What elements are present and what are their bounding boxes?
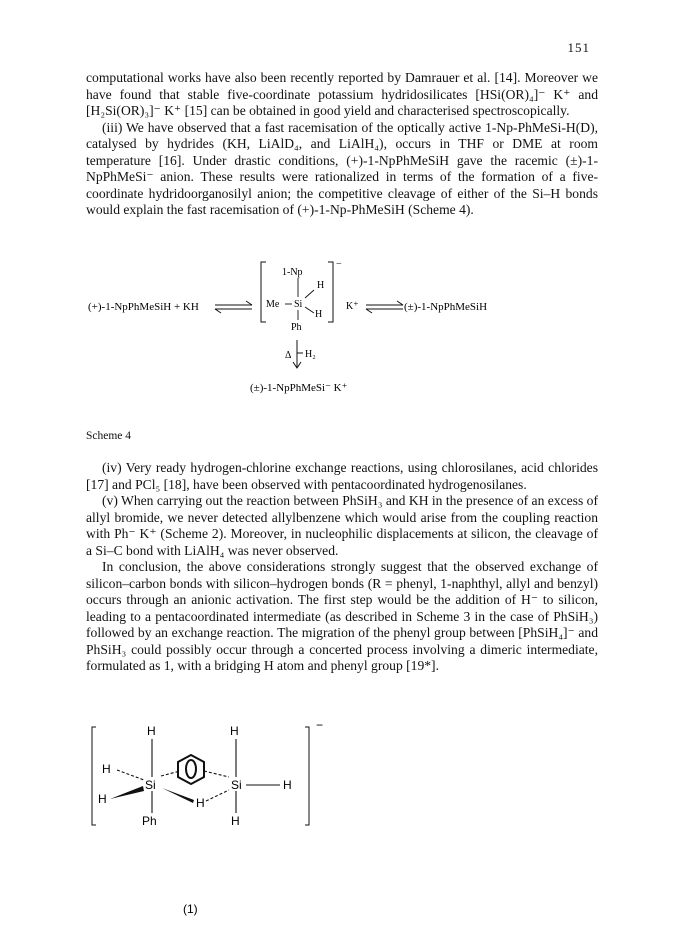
h-top-left: H [147,724,156,738]
intermediate-h-lower: H [315,309,323,320]
structure-charge: − [316,718,324,732]
hydrogen-loss: H₂ [305,349,316,360]
paragraph: computational works have also been recently reported by Damrauer et al. [14]. Moreover we have found that stable five-coordinate potassium hydridosilicates [HSi(OR)₄]⁻ K⁺ and [H₂Si(OR)₃]⁻ K⁺ [15] can be obtained in good yield and characterised spectroscopically. [86,70,598,118]
bracket-left [261,262,266,322]
paragraph: (iii) We have observed that a fast racemisation of the optically active 1-Np-PhMeSi-H(D), catalysed by hydrides (KH, LiAlD₄, and LiAlH₄), occurs in THF or DME at room temperature [16]. Under drastic conditions, (+)-1-NpPhMeSiH gave the racemic (±)-1-NpPhMeSi⁻ anion. These results were rationalized in terms of the formation of a five-coordinate hydridoorganosilyl anion; the competitive cleavage of either of the Si–H bonds would explain the fast racemisation of (+)-1-Np-PhMeSiH (Scheme 4). [86,119,598,217]
h-bridge: H [196,796,205,810]
si-left: Si [145,778,156,792]
ph-substituent: Ph [142,814,157,828]
scheme-caption: Scheme 4 [86,430,132,442]
intermediate-bottom: Ph [291,322,302,333]
intermediate-h-upper: H [317,280,325,291]
structure-bracket-left [92,727,96,825]
down-arrow [293,340,303,368]
si-right: Si [231,778,242,792]
counterion: K⁺ [346,301,359,312]
h-left-lower: H [98,792,107,806]
structure-bracket-right [305,727,309,825]
h-top-right: H [230,724,239,738]
body-text-bottom [86,460,598,675]
page-number: 151 [567,40,590,55]
wedge-bond-left [110,786,144,799]
paragraph: (v) When carrying out the reaction between PhSiH₃ and KH in the presence of an excess of allyl bromide, we never detected allylbenzene which would arise from the coupling reaction with Ph⁻ K⁺ (Scheme 2). Moreover, in nucleophilic displacements at silicon, the cleavage of a Si–C bond with LiAlH₄ was never observed. [86,493,598,558]
structure-label: (1) [183,902,198,916]
intermediate-left: Me [266,299,280,310]
body-text-top [86,70,598,219]
down-product: (±)-1-NpPhMeSi⁻ K⁺ [250,382,348,394]
equilibrium-arrow-right [366,301,403,313]
heat-symbol: Δ [285,350,292,361]
intermediate-top: 1-Np [282,267,303,278]
bracket-right [328,262,333,322]
h-right: H [283,778,292,792]
benzene-ring [178,755,204,784]
scheme-product: (±)-1-NpPhMeSiH [404,301,488,313]
h-bottom-right: H [231,814,240,828]
structure-1 [0,673,680,933]
scheme-4 [0,259,680,425]
scheme-reactant: (+)-1-NpPhMeSiH + KH [88,301,199,313]
wedge-bond-bridge [162,788,194,803]
equilibrium-arrow-left [215,301,252,313]
paragraph: (iv) Very ready hydrogen-chlorine exchange reactions, using chlorosilanes, acid chlorides [17] and PCl₅ [18], have been observed with pentacoordinated hydrogenosilanes. [86,460,598,492]
intermediate-charge: − [336,259,342,270]
paragraph: In conclusion, the above considerations strongly suggest that the observed exchange of silicon–carbon bonds with silicon–hydrogen bonds (R = phenyl, 1-naphthyl, allyl and benzyl) occurs through an anionic activation. The first step would be the addition of H⁻ to silicon, leading to a pentacoordinated intermediate (as described in Scheme 3 in the case of PhSiH₃) followed by an exchange reaction. The migration of the phenyl group between [PhSiH₄]⁻ and PhSiH₃ could possibly occur through a concerted process involving a dimeric intermediate, formulated as 1, with a bridging H atom and phenyl group [19*]. [86,559,598,673]
h-left-upper: H [102,762,111,776]
intermediate-center: Si [294,299,303,310]
